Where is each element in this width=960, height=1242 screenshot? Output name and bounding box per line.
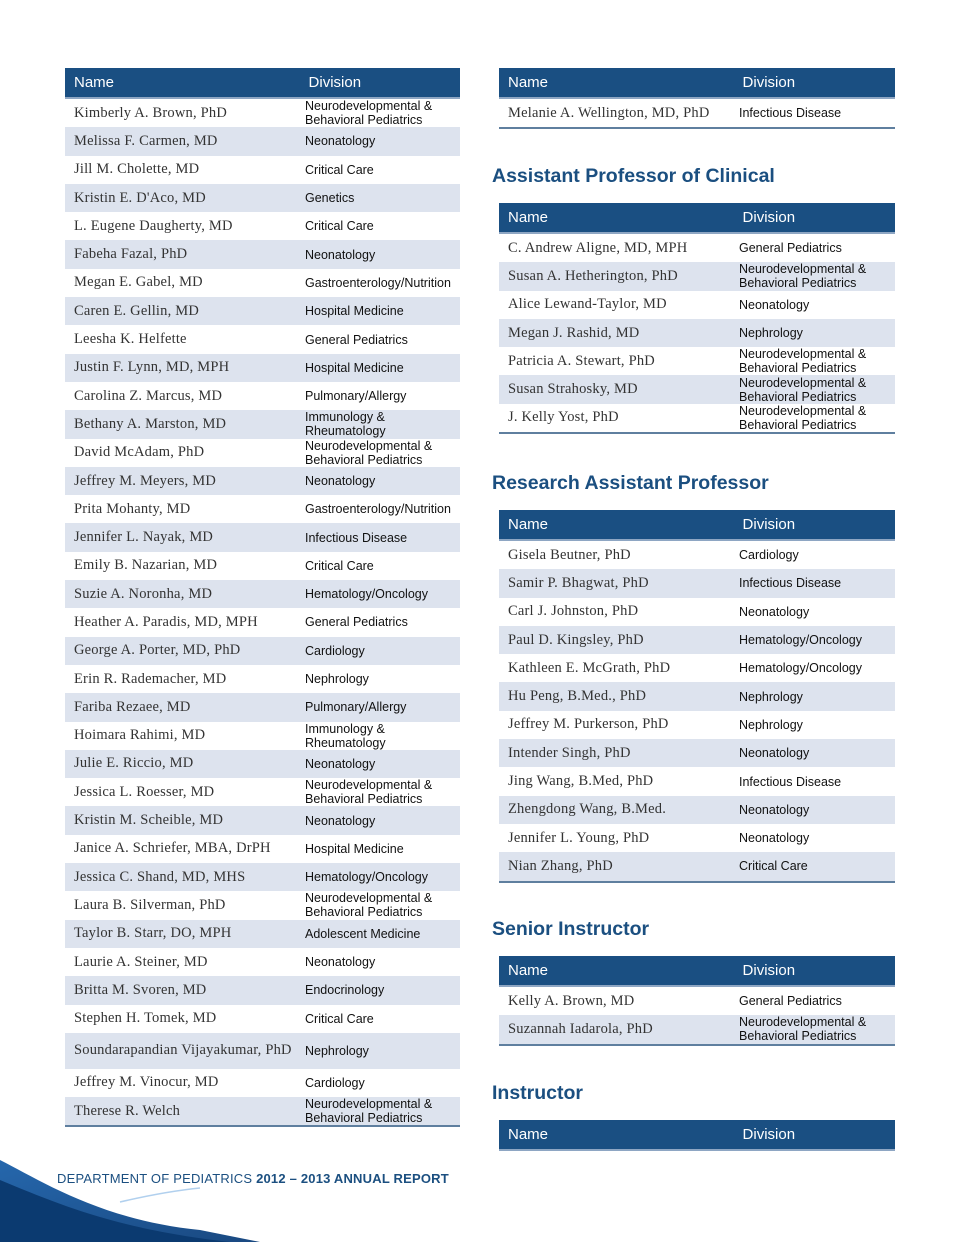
faculty-name: Soundarapandian Vijayakumar, PhD	[74, 1042, 292, 1059]
faculty-name: Taylor B. Starr, DO, MPH	[74, 925, 232, 942]
table-row	[499, 291, 895, 319]
faculty-name: Zhengdong Wang, B.Med.	[508, 801, 667, 818]
table-row	[65, 212, 460, 240]
faculty-division: Neurodevelopmental & Behavioral Pediatrics	[739, 1015, 867, 1044]
faculty-division: Critical Care	[305, 219, 374, 234]
faculty-name: Kristin M. Scheible, MD	[74, 812, 224, 829]
table-row	[65, 269, 460, 297]
table-row	[499, 852, 895, 880]
table-row	[65, 552, 460, 580]
section-title-research-assistant-professor: Research Assistant Professor	[492, 472, 769, 494]
faculty-name: Prita Mohanty, MD	[74, 500, 191, 517]
table-row	[65, 382, 460, 410]
faculty-division: Gastroenterology/Nutrition	[305, 275, 451, 290]
faculty-division: Nephrology	[739, 326, 803, 341]
table-row	[499, 569, 895, 597]
faculty-division: Neonatology	[305, 247, 376, 262]
faculty-division: Neonatology	[305, 134, 376, 149]
table-row	[499, 796, 895, 824]
table-row	[65, 608, 460, 636]
header-division: Division	[742, 74, 796, 91]
faculty-division: Neonatology	[305, 474, 376, 488]
faculty-name: Kathleen E. McGrath, PhD	[508, 659, 671, 676]
table-row	[65, 976, 460, 1004]
faculty-division: Nephrology	[739, 717, 803, 732]
faculty-division: Neurodevelopmental & Behavioral Pediatrics	[739, 403, 867, 432]
table-row	[499, 598, 895, 626]
faculty-name: Suzie A. Noronha, MD	[74, 585, 213, 602]
table-row	[499, 824, 895, 852]
table-row	[65, 184, 460, 212]
faculty-name: L. Eugene Daugherty, MD	[74, 217, 233, 234]
faculty-name: J. Kelly Yost, PhD	[508, 409, 619, 426]
faculty-name: Britta M. Svoren, MD	[74, 981, 207, 998]
table-row	[65, 665, 460, 693]
table-row	[499, 375, 895, 403]
table-bottom-rule	[499, 432, 895, 434]
table-row	[65, 806, 460, 834]
table-row	[499, 99, 895, 127]
table-row	[499, 541, 895, 569]
faculty-division: Adolescent Medicine	[305, 926, 421, 941]
faculty-division: Neurodevelopmental & Behavioral Pediatrics	[739, 347, 867, 376]
faculty-division: Infectious Disease	[305, 530, 408, 545]
faculty-name: Jennifer L. Nayak, MD	[74, 529, 214, 546]
senior-instructor-table	[499, 956, 895, 1046]
table-row	[499, 711, 895, 739]
faculty-name: Megan J. Rashid, MD	[508, 324, 640, 341]
table-row	[65, 467, 460, 495]
faculty-name: Janice A. Schriefer, MBA, DrPH	[74, 840, 271, 857]
faculty-name: Susan Strahosky, MD	[508, 381, 638, 398]
table-header	[499, 956, 895, 987]
faculty-division: Critical Care	[305, 1011, 374, 1026]
faculty-division: Neurodevelopmental & Behavioral Pediatrics	[305, 778, 433, 807]
faculty-division: Neonatology	[305, 955, 376, 970]
instructor-table	[499, 1120, 895, 1151]
table-bottom-rule	[499, 881, 895, 883]
table-row	[65, 297, 460, 325]
faculty-division: Gastroenterology/Nutrition	[305, 502, 451, 517]
table-bottom-rule	[499, 127, 895, 129]
table-body	[499, 234, 895, 432]
faculty-division: Nephrology	[739, 689, 803, 704]
faculty-division: Infectious Disease	[739, 106, 842, 121]
faculty-name: Justin F. Lynn, MD, MPH	[74, 359, 230, 376]
faculty-name: Jill M. Cholette, MD	[74, 161, 200, 178]
faculty-division: Neonatology	[739, 831, 810, 846]
faculty-name: Kelly A. Brown, MD	[508, 992, 635, 1009]
faculty-division: Neonatology	[739, 297, 810, 312]
table-row	[65, 127, 460, 155]
faculty-division: Nephrology	[305, 1043, 369, 1058]
faculty-division: Hospital Medicine	[305, 304, 404, 319]
table-row	[65, 750, 460, 778]
faculty-name: Laurie A. Steiner, MD	[74, 953, 208, 970]
section-title-assistant-professor-clinical: Assistant Professor of Clinical	[492, 165, 775, 187]
table-body	[65, 99, 460, 1125]
table-row	[65, 891, 460, 919]
faculty-name: Heather A. Paradis, MD, MPH	[74, 613, 258, 630]
table-row	[65, 325, 460, 353]
table-header	[65, 68, 460, 99]
table-row	[65, 1097, 460, 1125]
footer-department: DEPARTMENT OF PEDIATRICS	[57, 1171, 257, 1186]
header-division: Division	[742, 962, 796, 979]
faculty-name: Susan A. Hetherington, PhD	[508, 267, 678, 284]
faculty-division: Neonatology	[739, 746, 810, 761]
section-title-senior-instructor: Senior Instructor	[492, 918, 650, 940]
table-body	[499, 99, 895, 127]
research-assistant-professor-table	[499, 510, 895, 883]
faculty-division: General Pediatrics	[305, 332, 408, 347]
table-row	[65, 863, 460, 891]
faculty-division: Critical Care	[739, 859, 808, 874]
faculty-division: Pulmonary/Allergy	[305, 700, 407, 715]
header-name: Name	[74, 74, 115, 91]
faculty-name: Melissa F. Carmen, MD	[74, 132, 218, 149]
header-division: Division	[742, 1126, 796, 1143]
faculty-division: Hospital Medicine	[305, 841, 404, 856]
table-header	[499, 68, 895, 99]
faculty-division: Endocrinology	[305, 983, 385, 998]
header-name: Name	[508, 209, 549, 226]
table-row	[65, 1069, 460, 1097]
faculty-division: Hematology/Oncology	[305, 870, 428, 885]
faculty-name: Suzannah Iadarola, PhD	[508, 1020, 653, 1037]
table-row	[65, 410, 460, 438]
faculty-name: Erin R. Rademacher, MD	[74, 670, 227, 687]
table-row	[65, 693, 460, 721]
table-row	[65, 99, 460, 127]
faculty-name: Nian Zhang, PhD	[508, 857, 613, 874]
faculty-division: Hospital Medicine	[305, 360, 404, 375]
faculty-division: Nephrology	[305, 672, 369, 687]
faculty-division: Neurodevelopmental & Behavioral Pediatrics	[305, 99, 433, 128]
table-row	[65, 439, 460, 467]
faculty-division: Hematology/Oncology	[739, 661, 862, 676]
faculty-name: Jing Wang, B.Med, PhD	[508, 773, 654, 790]
faculty-division: General Pediatrics	[739, 241, 842, 256]
table-row	[499, 739, 895, 767]
table-row	[65, 354, 460, 382]
table-row	[65, 495, 460, 523]
faculty-name: C. Andrew Aligne, MD, MPH	[508, 239, 688, 256]
faculty-division: Neonatology	[739, 802, 810, 817]
table-row	[65, 580, 460, 608]
faculty-name: Caren E. Gellin, MD	[74, 302, 200, 319]
table-row	[499, 682, 895, 710]
header-division: Division	[742, 209, 796, 226]
faculty-division: General Pediatrics	[739, 994, 842, 1009]
faculty-name: Hu Peng, B.Med., PhD	[508, 688, 647, 705]
table-row	[65, 523, 460, 551]
faculty-name: George A. Porter, MD, PhD	[74, 642, 241, 659]
table-body	[499, 987, 895, 1044]
faculty-name: Jeffrey M. Purkerson, PhD	[508, 716, 669, 733]
table-row	[65, 722, 460, 750]
faculty-division: Immunology & Rheumatology	[305, 410, 386, 439]
table-row	[499, 987, 895, 1015]
faculty-name: Samir P. Bhagwat, PhD	[508, 574, 649, 591]
faculty-name: Jessica L. Roesser, MD	[74, 783, 215, 800]
faculty-division: Hematology/Oncology	[305, 587, 428, 602]
faculty-division: Neonatology	[305, 813, 376, 828]
header-name: Name	[508, 962, 549, 979]
faculty-name: Stephen H. Tomek, MD	[74, 1010, 217, 1027]
table-row	[499, 262, 895, 290]
table-row	[499, 1015, 895, 1043]
table-bottom-rule	[499, 1044, 895, 1046]
table-row	[65, 948, 460, 976]
faculty-table-continued	[499, 68, 895, 129]
faculty-division: Critical Care	[305, 162, 374, 177]
table-header	[499, 203, 895, 234]
faculty-division: Neurodevelopmental & Behavioral Pediatrics	[739, 262, 867, 291]
faculty-name: Gisela Beutner, PhD	[508, 546, 631, 563]
table-row	[499, 319, 895, 347]
table-row	[65, 778, 460, 806]
table-row	[499, 654, 895, 682]
table-row	[499, 234, 895, 262]
faculty-name: Megan E. Gabel, MD	[74, 274, 203, 291]
faculty-name: David McAdam, PhD	[74, 444, 205, 461]
section-title-instructor: Instructor	[492, 1082, 584, 1104]
header-name: Name	[508, 1126, 549, 1143]
faculty-division: Neurodevelopmental & Behavioral Pediatrics	[739, 375, 867, 404]
faculty-name: Laura B. Silverman, PhD	[74, 896, 226, 913]
faculty-division: Neurodevelopmental & Behavioral Pediatrics	[305, 438, 433, 467]
faculty-name: Intender Singh, PhD	[508, 744, 631, 761]
faculty-division: Neurodevelopmental & Behavioral Pediatrics	[305, 1097, 433, 1126]
faculty-name: Kristin E. D'Aco, MD	[74, 189, 206, 206]
faculty-name: Hoimara Rahimi, MD	[74, 727, 206, 744]
faculty-division: Hematology/Oncology	[739, 633, 862, 648]
table-row	[65, 920, 460, 948]
table-row	[65, 637, 460, 665]
decorative-wave-graphic	[0, 1150, 260, 1242]
faculty-division: Neonatology	[305, 756, 376, 771]
faculty-division: Pulmonary/Allergy	[305, 389, 407, 404]
table-row	[499, 404, 895, 432]
faculty-name: Melanie A. Wellington, MD, PhD	[508, 104, 710, 121]
faculty-division: Neonatology	[739, 604, 810, 619]
assistant-professor-clinical-table	[499, 203, 895, 434]
table-row	[65, 1005, 460, 1033]
faculty-name: Kimberly A. Brown, PhD	[74, 104, 228, 121]
faculty-division: Cardiology	[739, 548, 799, 563]
faculty-division: Cardiology	[305, 1075, 365, 1090]
table-row	[499, 626, 895, 654]
faculty-name: Jeffrey M. Vinocur, MD	[74, 1074, 219, 1091]
faculty-name: Alice Lewand-Taylor, MD	[508, 296, 667, 313]
faculty-name: Emily B. Nazarian, MD	[74, 557, 218, 574]
faculty-name: Leesha K. Helfette	[74, 331, 187, 348]
faculty-name: Carl J. Johnston, PhD	[508, 603, 639, 620]
header-division: Division	[308, 74, 362, 91]
faculty-name: Carolina Z. Marcus, MD	[74, 387, 223, 404]
footer-annual-report: 2012 – 2013 ANNUAL REPORT	[256, 1171, 449, 1186]
faculty-name: Paul D. Kingsley, PhD	[508, 631, 644, 648]
faculty-name: Bethany A. Marston, MD	[74, 415, 227, 432]
table-bottom-rule	[65, 1125, 460, 1127]
table-body	[499, 541, 895, 881]
faculty-division: Immunology & Rheumatology	[305, 721, 386, 750]
table-row	[65, 1033, 460, 1069]
faculty-division: Neurodevelopmental & Behavioral Pediatrics	[305, 891, 433, 920]
faculty-name: Julie E. Riccio, MD	[74, 755, 194, 772]
faculty-name: Patricia A. Stewart, PhD	[508, 352, 655, 369]
table-header	[499, 510, 895, 541]
table-row	[65, 835, 460, 863]
table-row	[499, 767, 895, 795]
header-division: Division	[742, 516, 796, 533]
faculty-division: Infectious Disease	[739, 774, 842, 789]
footer-report-label	[57, 1171, 449, 1186]
faculty-division: Cardiology	[305, 643, 365, 658]
faculty-division: Infectious Disease	[739, 576, 842, 591]
faculty-division: General Pediatrics	[305, 615, 408, 630]
table-row	[65, 240, 460, 268]
table-header	[499, 1120, 895, 1151]
table-row	[499, 347, 895, 375]
faculty-table-left	[65, 68, 460, 1127]
faculty-name: Jennifer L. Young, PhD	[508, 829, 650, 846]
faculty-name: Jeffrey M. Meyers, MD	[74, 472, 217, 489]
header-name: Name	[508, 516, 549, 533]
header-name: Name	[508, 74, 549, 91]
faculty-division: Critical Care	[305, 558, 374, 573]
faculty-name: Therese R. Welch	[74, 1102, 181, 1119]
table-row	[65, 156, 460, 184]
faculty-division: Genetics	[305, 191, 355, 206]
faculty-name: Fariba Rezaee, MD	[74, 698, 191, 715]
faculty-name: Fabeha Fazal, PhD	[74, 246, 188, 263]
faculty-name: Jessica C. Shand, MD, MHS	[74, 868, 246, 885]
